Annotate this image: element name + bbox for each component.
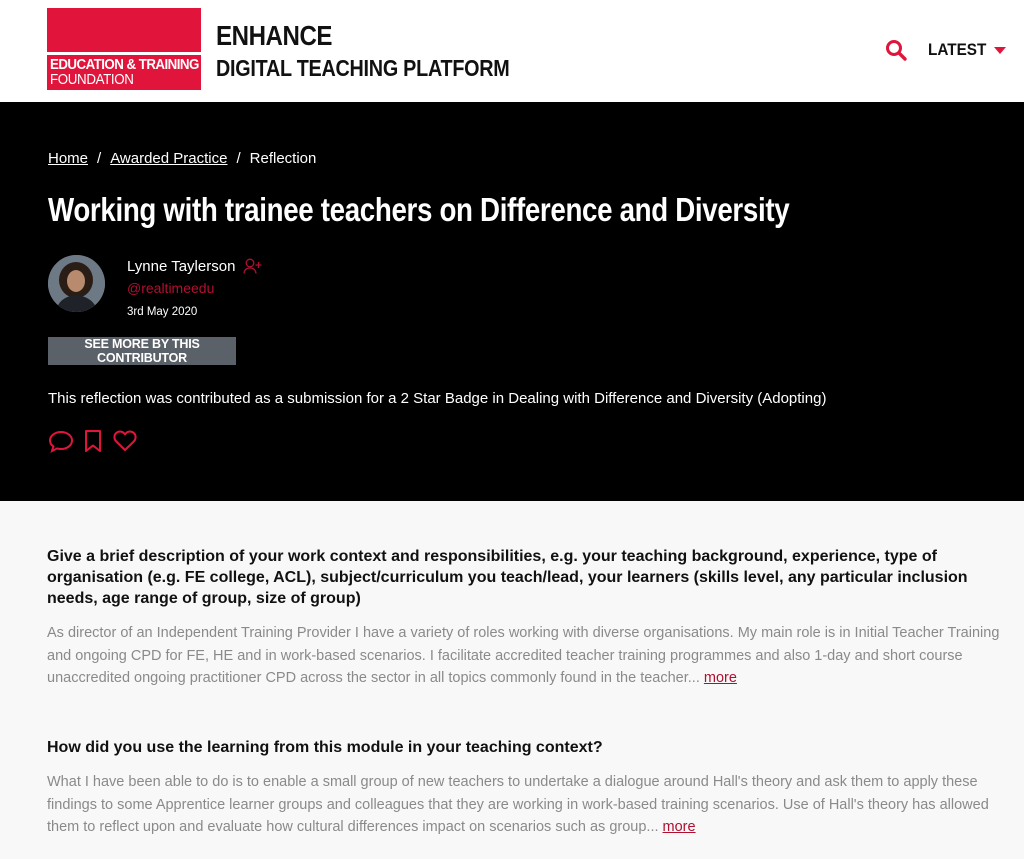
avatar-image [48, 255, 105, 312]
answer-excerpt: As director of an Independent Training Provider I have a variety of roles working with diverse organisations. My main role is in Initial Teacher Training and ongoing CPD for FE, HE and in work-based scenarios. I facilitate accredited teacher training programmes and also 1-day and short course unaccredited ongoing practitioner CPD across the sector in all topics commonly found in the teacher... [47, 625, 1000, 686]
breadcrumb-current: Reflection [249, 150, 317, 167]
logo-line-1: EDUCATION & TRAINING [50, 57, 199, 73]
question-heading: How did you use the learning from this module in your teaching context? [47, 739, 603, 756]
breadcrumb [48, 150, 316, 167]
author-handle[interactable]: @realtimeedu [127, 280, 215, 296]
author-name[interactable]: Lynne Taylerson [127, 257, 236, 275]
post-date: 3rd May 2020 [127, 306, 198, 318]
breadcrumb-separator: / [97, 150, 102, 167]
comment-icon[interactable] [48, 428, 74, 454]
logo-line-2: FOUNDATION [50, 72, 134, 88]
question-heading: Give a brief description of your work context and responsibilities, e.g. your teaching background, experience, type of organisation (e.g. FE college, ACL), subject/curriculum you teach/lead, your learners (skills level, any particular inclusion needs, age range of group, size of group) [47, 548, 968, 607]
answer-excerpt: What I have been able to do is to enable a small group of new teachers to undertake a dialogue around Hall's theory and ask them to apply these findings to some Apprentice learner groups and colleagues that they are working in work-based training scenarios. Use of Hall's theory has allowed them to reflect upon and evaluate how cultural differences impact on scenarios such as group... [47, 774, 989, 835]
breadcrumb-home[interactable]: Home [48, 150, 89, 167]
read-more-link[interactable]: more [703, 670, 737, 686]
latest-menu[interactable] [928, 38, 1006, 62]
reflection-content [0, 501, 1024, 859]
answer-text [47, 622, 1017, 690]
bookmark-icon[interactable] [80, 428, 106, 454]
latest-label: LATEST [928, 40, 987, 59]
read-more-link[interactable]: more [662, 819, 696, 835]
search-button[interactable] [884, 38, 908, 62]
breadcrumb-awarded-practice[interactable]: Awarded Practice [110, 150, 228, 167]
brand-subtitle[interactable]: DIGITAL TEACHING PLATFORM [216, 55, 510, 81]
page-title: Working with trainee teachers on Difference and Diversity [48, 191, 790, 228]
site-header [0, 0, 1024, 102]
follow-user-icon[interactable] [243, 257, 263, 275]
see-more-by-contributor-button[interactable]: SEE MORE BY THIS CONTRIBUTOR [48, 337, 236, 365]
reflection-description: This reflection was contributed as a submission for a 2 Star Badge in Dealing with Difference and Diversity (Adopting) [48, 390, 827, 407]
etf-logo[interactable] [47, 8, 201, 90]
caret-down-icon [994, 47, 1006, 54]
author-name-row [127, 257, 263, 275]
article-hero [0, 102, 1024, 501]
logo-red-block [47, 8, 201, 52]
heart-icon[interactable] [112, 428, 138, 454]
search-icon [884, 38, 908, 62]
logo-divider [47, 52, 201, 55]
answer-text [47, 771, 1017, 839]
breadcrumb-separator: / [236, 150, 241, 167]
author-avatar[interactable] [48, 255, 105, 312]
brand-title[interactable]: ENHANCE [216, 20, 333, 51]
article-actions [48, 428, 144, 454]
